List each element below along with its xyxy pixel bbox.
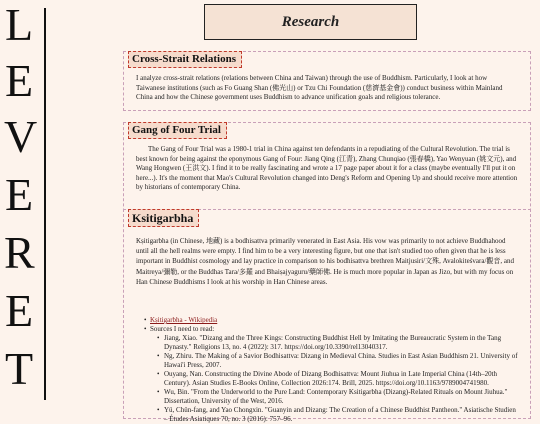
content-area (123, 44, 531, 423)
section-title: Ksitigarbha (128, 209, 199, 227)
side-letter: R (4, 227, 35, 278)
source-item: • Ng, Zhiru. The Making of a Savior Bodhisattva: Dizang in Medieval China. Studies in East Asian Buddhism 21. University of Hawai'i Press, 2007. (150, 352, 518, 370)
side-letter: L (4, 0, 34, 50)
sources-label: Sources I need to read: (150, 325, 215, 333)
section-body: The Gang of Four Trial was a 1980-1 trial in China against ten defendants in a repudiating of the Cultural Revolution. The trial is best known for being against the eponymous Gang of Four: Jiang Qing (江青), Zhang Chunqiao (張春橋), Yao Wenyuan (姚文元), and Wang Hongwen (王洪文). I find it to be really fascinating and wrote a 17 page paper about it for a class (maybe eventually I'll put it on here...). It's the moment that Mao's Cultural Revolution changed into Deng's Reform and Opening Up and should receive more attention by historians of contemporary China. (136, 145, 518, 192)
source-item: • Ouyang, Nan. Constructing the Divine Abode of Dizang Bodhisattva: Mount Jiuhua in Late Imperial China (14th–20th Century). Asian Studies E-Books Online, Collection 2026:174. Brill, 2025. https://doi.org/10.1163/9789004741980. (150, 370, 518, 388)
side-divider (44, 8, 46, 400)
source-item: • Yü, Chün-fang, and Yao Chongxin. "Guanyin and Dizang: The Creation of a Chinese Buddhist Pantheon." Asiatische Studien – Études Asiatiques 70, no. 3 (2016): 757–96. (150, 406, 518, 424)
side-letters (0, 0, 38, 405)
section-ksitigarbha (123, 209, 531, 423)
side-letter: E (4, 285, 34, 336)
source-item: • Wu, Bin. "From the Underworld to the Pure Land: Contemporary Ksitigarbha (Dizang)-Related Rituals on Mount Jiuhua." Dissertation, University of the West, 2016. (150, 388, 518, 406)
page-header (204, 4, 417, 40)
section-cross-strait (123, 51, 531, 111)
side-letter: V (4, 111, 38, 162)
section-title: Gang of Four Trial (128, 122, 227, 139)
wikipedia-link[interactable]: Kṣitigarbha - Wikipedia (150, 316, 218, 324)
side-letter: E (4, 55, 34, 106)
source-item: • Jiang, Xiao. "Dizang and the Three Kings: Constructing Buddhist Hell by Imitating the Bureaucratic System in the Tang Dynasty." Religions 13, no. 4 (2022): 317. https://doi.org/10.3390/rel13040317. (150, 334, 518, 352)
list-item (144, 316, 518, 325)
link-list (144, 316, 518, 424)
sources-list (150, 334, 518, 424)
section-body: Kṣitigarbha (in Chinese, 地藏) is a bodhisattva primarily venerated in East Asia. His vow was primarily to not achieve Buddhahood until all the hell realms were empty. I find him to be a very interesting figure, but one that isn't studied too often given that he is less important in Buddhist cosmology and lay practice in comparison to his bodhisattva brethren Maitjusiri/文殊, Avalokiteśvara/觀音, and Maitreya/彌勒, or the Buddhas Tara/多羅 and Bhaiṣajyaguru/藥師佛. He is much more popular in Japan as Jizo, but with my focus on Han Chinese Buddhisms I look at his worship in Han Chinese areas. (136, 237, 514, 286)
side-letter: E (4, 169, 34, 220)
page-title: Research (281, 13, 340, 30)
section-title: Cross-Strait Relations (128, 51, 242, 68)
section-body: I analyze cross-strait relations (relations between China and Taiwan) through the use of Buddhism. Particularly, I look at how Taiwanese institutions (such as Fo Guang Shan (佛光山) or Tzu Chi Foundation (慈濟基金會)) conduct business within Mainland China and how the Chinese government uses Buddhism to advance unification goals and religious tolerance. (136, 74, 503, 102)
side-letter: T (4, 343, 34, 394)
list-item (144, 325, 518, 424)
